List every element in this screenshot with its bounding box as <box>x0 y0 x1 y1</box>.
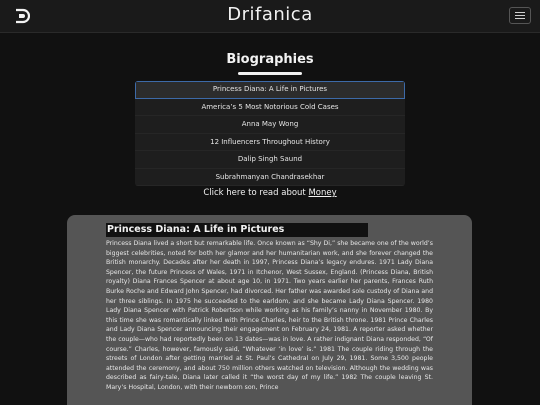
read-more-prompt <box>0 188 540 198</box>
article-card <box>67 215 472 405</box>
article-title: Princess Diana: A Life in Pictures <box>106 223 368 237</box>
bio-list-item[interactable]: Subrahmanyan Chandrasekhar <box>135 169 405 187</box>
bio-list-item[interactable]: Anna May Wong <box>135 116 405 134</box>
article-body: Princess Diana lived a short but remarkable life. Once known as “Shy Di,” she became one of the world’s biggest celebrities, noted for both her glamor and her humanitarian work, and she forever changed the British monarchy. Decades after her death in 1997, Princess Diana’s legacy endures. 1971 Lady Diana Spencer, the future Princess of Wales, 1971 in Itchenor, West Sussex, England. (Princess Diana, British royalty) Diana Frances Spencer at about age 10, in 1971. Two years earlier her parents, Frances Ruth Burke Roche and Edward John Spencer, had divorced. Her father was awarded sole custody of Diana and her three siblings. In 1975 he succeeded to the earldom, and she became Lady Diana Spencer. 1980 Lady Diana Spencer with Patrick Robertson while working as his family’s nanny in November 1980. By this time she was romantically linked with Prince Charles, heir to the British throne. 1981 Prince Charles and Lady Diana Spencer announcing their engagement on February 24, 1981. A reporter asked whether the couple—who had reportedly been on 13 dates—was in love. A rather indignant Diana responded, “Of course.” Charles, however, famously said, “Whatever ‘in love’ is.” 1981 The couple riding through the streets of London after getting married at St. Paul’s Cathedral on July 29, 1981. Some 3,500 people attended the ceremony, and about 750 million others watched on television. Although the wedding was described as fairy-tale, Diana later called it “the worst day of my life.” 1982 The couple leaving St. Mary’s Hospital, London, with their newborn son, Prince <box>106 240 433 391</box>
bio-list-item[interactable]: Princess Diana: A Life in Pictures <box>135 81 405 99</box>
section-heading: Biographies <box>226 52 314 67</box>
site-title[interactable]: Drifanica <box>227 4 313 25</box>
menu-bar <box>515 18 525 19</box>
heading-underline <box>238 72 302 75</box>
bio-list-item[interactable]: 12 Influencers Throughout History <box>135 134 405 152</box>
bio-list-item[interactable]: America’s 5 Most Notorious Cold Cases <box>135 99 405 117</box>
menu-bar <box>515 15 525 16</box>
money-link[interactable]: Money <box>308 188 337 198</box>
biographies-list <box>135 81 405 186</box>
menu-bar <box>515 12 525 13</box>
hamburger-menu-icon[interactable] <box>509 7 531 24</box>
bio-list-item[interactable]: Dalip Singh Saund <box>135 151 405 169</box>
top-navbar <box>0 0 540 33</box>
read-more-text: Click here to read about <box>203 188 309 198</box>
